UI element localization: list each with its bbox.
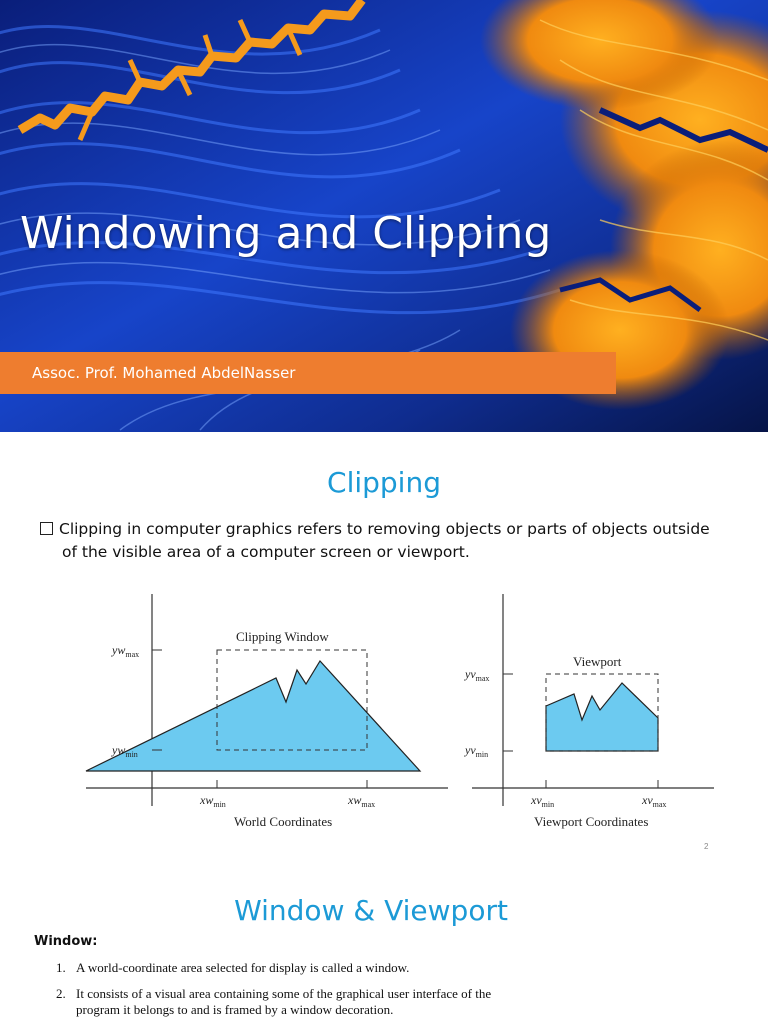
yv-max-label: $yv_{max}$ bbox=[465, 667, 490, 683]
yw-min-label: $yw_{min}$ bbox=[112, 743, 138, 759]
presentation-title: Windowing and Clipping bbox=[20, 208, 552, 259]
title-slide bbox=[0, 0, 768, 432]
bullet-line-1: Clipping in computer graphics refers to removing objects or parts of objects outside bbox=[59, 520, 710, 538]
list-text: A world-coordinate area selected for display is called a window. bbox=[76, 960, 410, 975]
list-item bbox=[56, 960, 616, 976]
slide-title: Window & Viewport bbox=[234, 894, 508, 927]
xv-max-label: $xv_{max}$ bbox=[642, 793, 667, 809]
xw-max-label: $xw_{max}$ bbox=[348, 793, 376, 809]
page-number: 2 bbox=[704, 842, 709, 851]
yw-max-label: $yw_{max}$ bbox=[112, 643, 140, 659]
clipping-window-label: Clipping Window bbox=[236, 629, 329, 644]
author-name: Assoc. Prof. Mohamed AbdelNasser bbox=[32, 364, 296, 382]
xw-min-label: $xw_{min}$ bbox=[200, 793, 226, 809]
bullet-line-2: of the visible area of a computer screen or viewport. bbox=[62, 543, 470, 561]
yv-min-label: $yv_{min}$ bbox=[465, 743, 489, 759]
list-text-continued: program it belongs to and is framed by a window decoration. bbox=[76, 1002, 394, 1017]
viewport-polygon bbox=[546, 683, 658, 751]
list-item bbox=[56, 986, 616, 1018]
window-viewport-slide bbox=[0, 870, 768, 1024]
world-coordinates-label: World Coordinates bbox=[234, 814, 333, 829]
clipping-diagram bbox=[0, 438, 768, 864]
window-heading: Window: bbox=[34, 934, 98, 949]
clipping-slide bbox=[0, 438, 768, 864]
viewport-label: Viewport bbox=[573, 654, 622, 669]
viewport-coordinates-label: Viewport Coordinates bbox=[534, 814, 649, 829]
xv-min-label: $xv_{min}$ bbox=[531, 793, 555, 809]
slide-title: Clipping bbox=[327, 466, 441, 499]
list-text: It consists of a visual area containing some of the graphical user interface of the bbox=[76, 986, 492, 1001]
list-number: 1. bbox=[56, 960, 66, 975]
list-number: 2. bbox=[56, 986, 66, 1001]
